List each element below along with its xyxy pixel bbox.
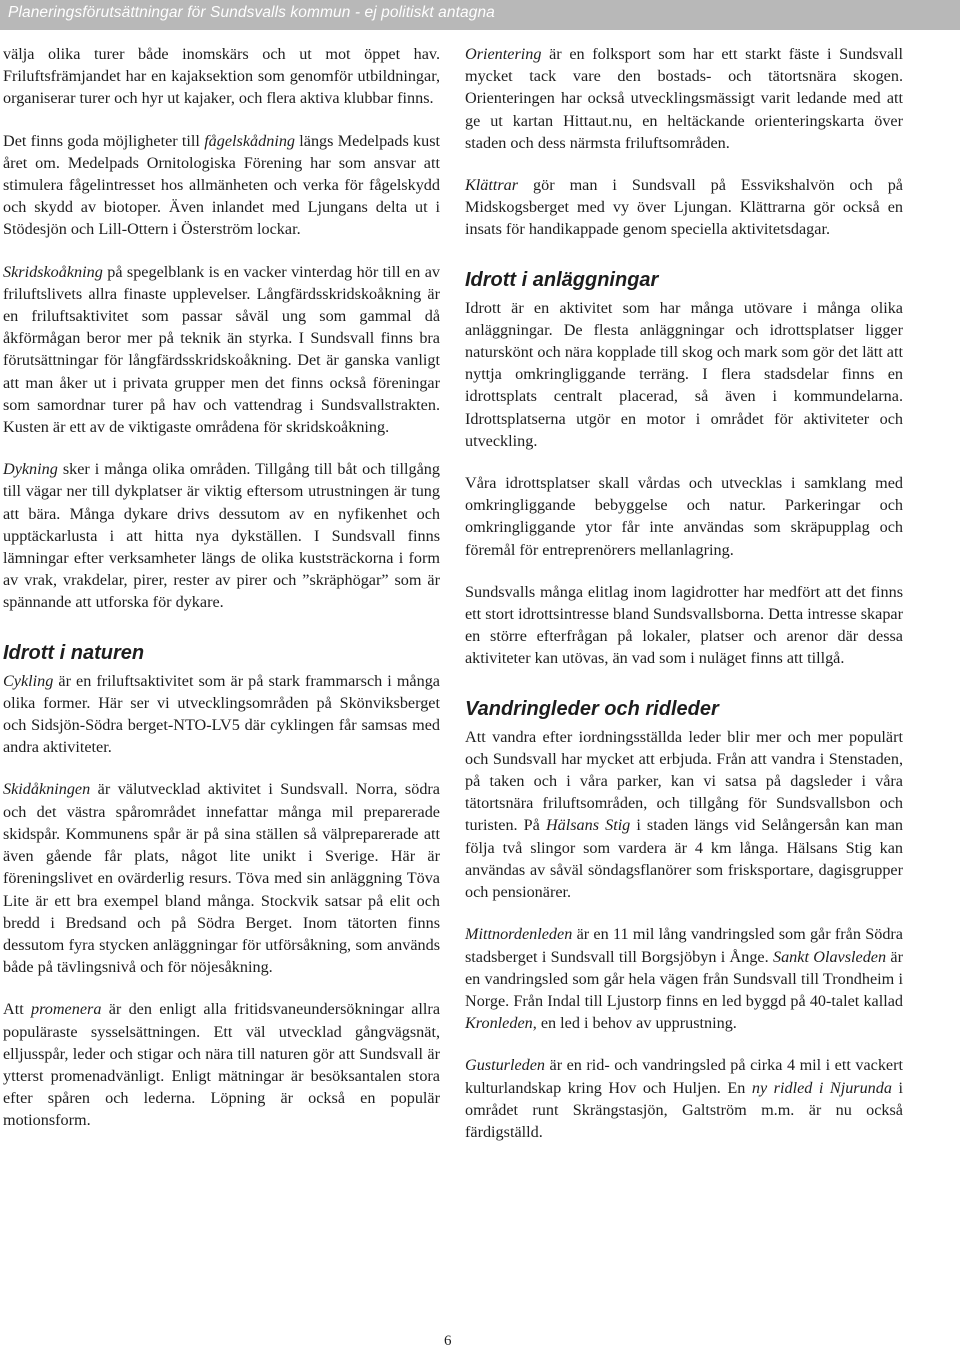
paragraph-trails: Mittnordenleden är en 11 mil lång vandringsled som går från Södra stadsberget i Sundsvall till Borgsjöbyn i Ånge. Sankt Olavsleden är en vandringsled som går hela vägen från Sundsvall till Trondheim i Norge. Från Indal till Ljustorp finns en led byggd på 40-talet kallad Kronleden, en led i behov av upprustning. xyxy=(465,925,903,1033)
paragraph-elite-teams: Sundsvalls många elitlag inom lagidrotter har medfört att det finns ett stort idrottsintresse bland Sundsvallsborna. Detta intresse skapar en större efterfrågan på lokaler, platser och arenor där dessa aktiviteter kan utövas, än vad som i nuläget finns att tillgå. xyxy=(465,582,903,668)
heading-vandringleder: Vandringleder och ridleder xyxy=(465,697,719,720)
paragraph-walking: Att promenera är den enligt alla fritidsvaneundersökningar allra populäraste sysselsättningen. Ett väl utvecklad gångvägsnät, elljusspår, leder och stigar och nära till naturen gör att Sundsvall är ytterst promenadvänligt. Enligt mätningar är besöksantalen stora efter spåren och lederna. Löpning är också en populär motionsform. xyxy=(3,1000,441,1130)
term-skridskoakning: Skridskoåkning xyxy=(3,262,103,281)
paragraph-kayak: välja olika turer både inomskärs och ut mot öppet hav. Friluftsfrämjandet har en kajaksektion som genomför utbildningar, organiserar turer och hyr ut kajaker, och flera aktiva klubbar finns. xyxy=(3,45,440,108)
term-orientering: Orientering xyxy=(465,45,542,63)
term-kronleden: Kronleden xyxy=(465,1014,533,1033)
running-header: Planeringsförutsättningar för Sundsvalls kommun - ej politiskt antagna xyxy=(8,4,495,21)
right-column xyxy=(465,43,903,1143)
term-klattrar: Klättrar xyxy=(465,176,519,195)
paragraph-diving: Dykning sker i många olika områden. Tillgång till båt och tillgång till vägar ner till dykplatser är viktig eftersom utrustningen är tung att bära. Många dykare drivs dessutom av en nyfikenhet och upptäckarlusta i att hitta nya dykställen. I Sundsvall finns lämningar efter verksamheter längs de olika kuststräckorna i form av vrak, vrakdelar, pirer, rester av pirer och ”skräphögar” som är spännande att utforska för dykare. xyxy=(3,460,440,612)
term-dykning: Dykning xyxy=(3,460,58,479)
header-bar xyxy=(0,0,960,30)
paragraph-facilities: Idrott är en aktivitet som har många utövare i många olika anläggningar. De flesta anläggningar och idrottsplatser ligger naturskönt och nära kopplade till skog och mark som gör det lätt att nyttja omkringliggande terräng. I flera stadsdelar finns en idrottsplats centralt placerad, så även i kommundelarna. Idrottsplatserna utgör en motor i området för aktiviteter och utveckling. xyxy=(465,298,903,450)
paragraph-climbing: Klättrar gör man i Sundsvall på Essvikshalvön och på Midskogsberget med vy över Ljungan. Klättrarna gör också en insats för handikappade genom speciella aktivitetsdagar. xyxy=(465,176,903,239)
page-number: 6 xyxy=(444,1333,452,1349)
term-fagelskadning: fågelskådning xyxy=(204,131,296,150)
paragraph-riding: Gusturleden är en rid- och vandringsled på cirka 4 mil i ett vackert kulturlandskap kring Hov och Huljen. En ny ridled i Njurunda i området runt Skrängstasjön, Galtström m.m. är nu också färdigställd. xyxy=(465,1056,903,1141)
paragraph-sports-grounds: Våra idrottsplatser skall vårdas och utvecklas i samklang med omkringliggande bebyggelse och natur. Parkeringar och omkringliggande ytor får inte användas som skräpupplag och föremål för entreprenörers mellanlagring. xyxy=(465,474,903,559)
paragraph-orienteering: Orientering är en folksport som har ett starkt fäste i Sundsvall mycket tack vare den bostads- och tätortsnära skogen. Orienteringen har också utvecklingsmässigt varit ledande med att ge ut kartan Hittaut.nu, en heltäckande orienteringskarta över staden och dess närmsta friluftsområden. xyxy=(465,45,903,152)
paragraph-skating: Skridskoåkning på spegelblank is en vacker vinterdag hör till en av friluftslivets allra finaste upplevelser. Långfärdsskridskoåkning är en friluftsaktivitet som passar såväl ung som gammal då åkförmågan beror mer på teknik än styrka. I Sundsvall finns bra förutsättningar för långfärdsskridskoåkning. Det är ganska vanligt att man åker ut i privata grupper men det finns också föreningar som samordnar turer på hav och vattendrag i Sundsvallstrakten. Kusten är ett av de viktigaste områdena för skridskoåkning. xyxy=(3,262,440,437)
heading-idrott-i-anlaggningar: Idrott i anläggningar xyxy=(465,268,659,291)
term-promenera: promenera xyxy=(30,1000,102,1019)
term-halsans-stig: Hälsans Stig xyxy=(545,816,631,835)
heading-idrott-i-naturen: Idrott i naturen xyxy=(3,641,145,664)
term-skidakningen: Skidåkningen xyxy=(3,780,91,799)
paragraph-skiing: Skidåkningen är välutvecklad aktivitet i Sundsvall. Norra, södra och det västra spårområdet innefattar många mil preparerade skidspår. Kommunens spår är på sina ställen så välpreparerade att även gående får plats, något lite unikt i Sverige. Här är föreningslivet en ovärderlig resurs. Töva med sin anläggning Töva Lite är ett bra exempel bland många. Stockvik satsar på elit och bredd i Bredsand och på Södra Berget. Inom tätorten finns dessutom fyra stycken anläggningar för utförsåkning, som används både på tävlingsnivå och för nöjesåkning. xyxy=(3,780,440,977)
term-mittnordenleden: Mittnordenleden xyxy=(465,925,573,944)
term-gusturleden: Gusturleden xyxy=(465,1056,546,1075)
term-cykling: Cykling xyxy=(3,671,54,690)
paragraph-birdwatching: Det finns goda möjligheter till fågelskådning längs Medelpads kust året om. Medelpads Ornitologiska Förening har som ansvar att stimulera fågelintresset hos allmänheten och verka för fågelskydd och skydd av biotoper. Även inlandet med Ljungans delta ut i Stödesjön och Lill-Ottern i Österström lockar. xyxy=(3,131,441,239)
term-ny-ridled: ny ridled i Njurunda xyxy=(751,1078,892,1097)
term-sankt-olavsleden: Sankt Olavsleden xyxy=(772,947,887,966)
left-column xyxy=(3,43,440,1132)
paragraph-hiking: Att vandra efter iordningsställda leder blir mer och mer populärt och Sundsvall har mycket att erbjuda. Från att vandra i Stenstaden, på taken och i våra parker, kan vi satsa på dagsleder i våra tätortsnära friluftsområden, och tillgång för Sundsvallsbon och turisten. På Hälsans Stig i staden längs vid Selångersån kan man följa två slingor som vardera är 4 km långa. Hälsans Stig kan användas av såväl söndagsflanörer som frisksportare, dagisgrupper och pensionärer. xyxy=(465,727,903,902)
paragraph-cycling: Cykling är en friluftsaktivitet som är på stark frammarsch i många olika former. Här ser vi utvecklingsområden på Skönviksberget och Sidsjön-Södra berget-NTO-LV5 där cyklingen får samsas med andra aktiviteter. xyxy=(3,671,440,757)
